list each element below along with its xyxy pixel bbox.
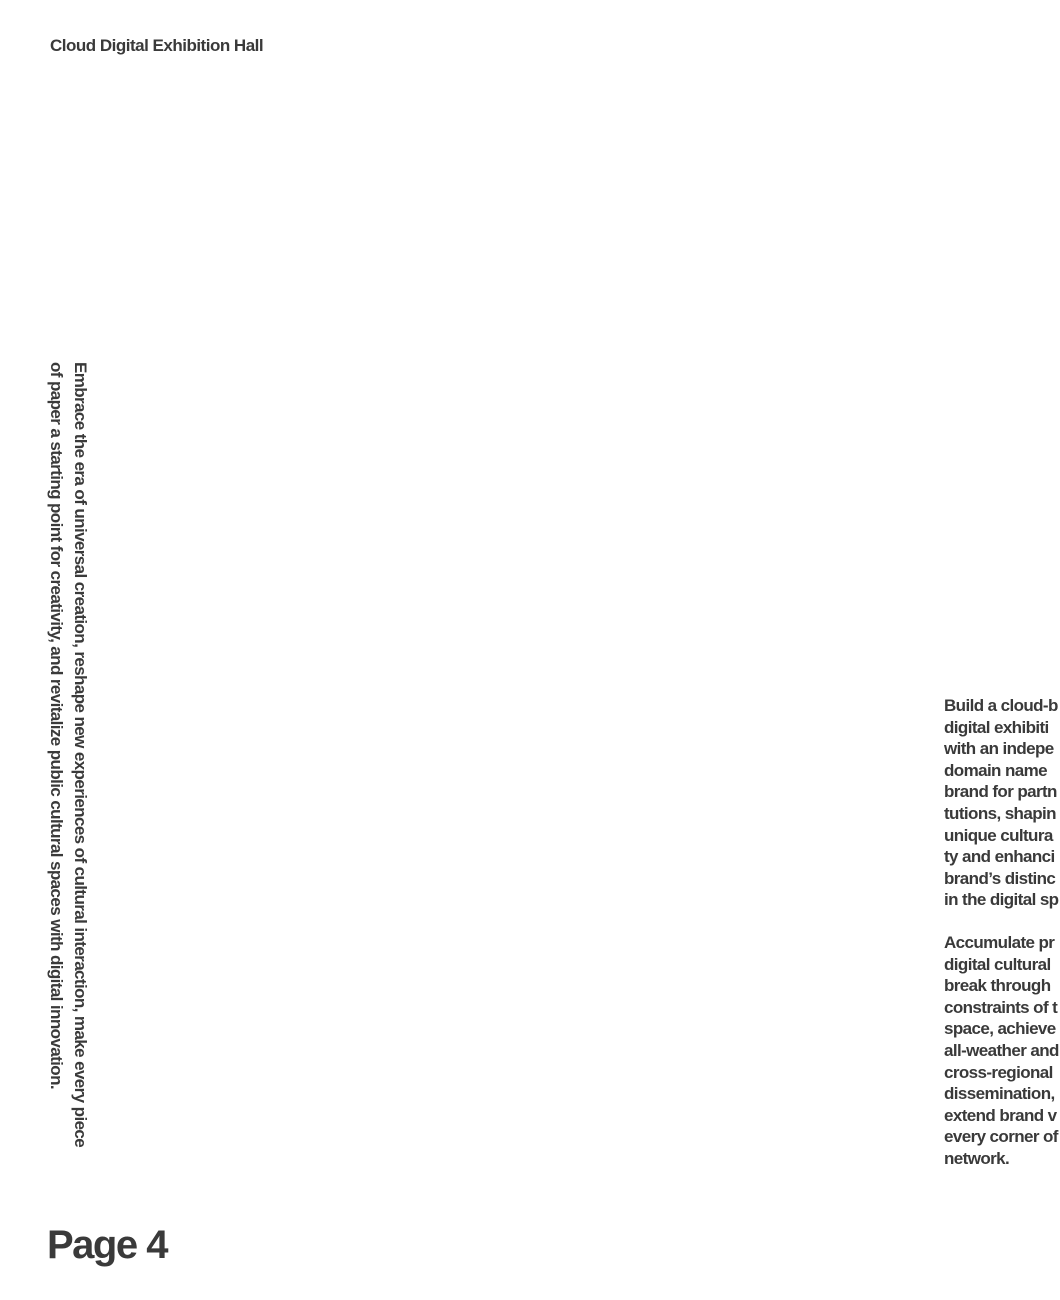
text-line: all-weather and <box>944 1040 1059 1060</box>
text-line: dissemination, <box>944 1084 1055 1104</box>
page-number: Page 4 <box>47 1223 167 1267</box>
vertical-slogan <box>40 362 92 1192</box>
vertical-slogan-line-1: Embrace the era of universal creation, reshape new experiences of cultural interaction, make every piece <box>71 362 90 1148</box>
side-paragraph-1 <box>944 695 1060 911</box>
page-header-title: Cloud Digital Exhibition Hall <box>50 36 264 55</box>
text-line: unique cultura <box>944 825 1053 845</box>
text-line: tutions, shapin <box>944 803 1056 823</box>
text-line: constraints of t <box>944 997 1058 1017</box>
text-line: brand for partn <box>944 782 1057 802</box>
side-paragraph-2 <box>944 932 1060 1170</box>
text-line: domain name <box>944 760 1047 780</box>
text-line: network. <box>944 1148 1010 1168</box>
text-line: brand’s distinc <box>944 868 1056 888</box>
vertical-slogan-line-2: of paper a starting point for creativity, and revitalize public cultural spaces with digital innovation. <box>47 362 66 1089</box>
text-line: digital cultural <box>944 954 1051 974</box>
text-line: with an indepe <box>944 739 1054 759</box>
side-description <box>944 695 1060 1190</box>
text-line: Build a cloud-b <box>944 696 1058 715</box>
text-line: break through <box>944 976 1051 996</box>
text-line: digital exhibiti <box>944 717 1049 737</box>
text-line: in the digital sp <box>944 890 1059 910</box>
text-line: extend brand v <box>944 1105 1057 1125</box>
text-line: space, achieve <box>944 1019 1056 1039</box>
text-line: cross-regional <box>944 1062 1053 1082</box>
text-line: ty and enhanci <box>944 847 1055 867</box>
text-line: Accumulate pr <box>944 932 1055 952</box>
text-line: every corner of <box>944 1127 1058 1147</box>
